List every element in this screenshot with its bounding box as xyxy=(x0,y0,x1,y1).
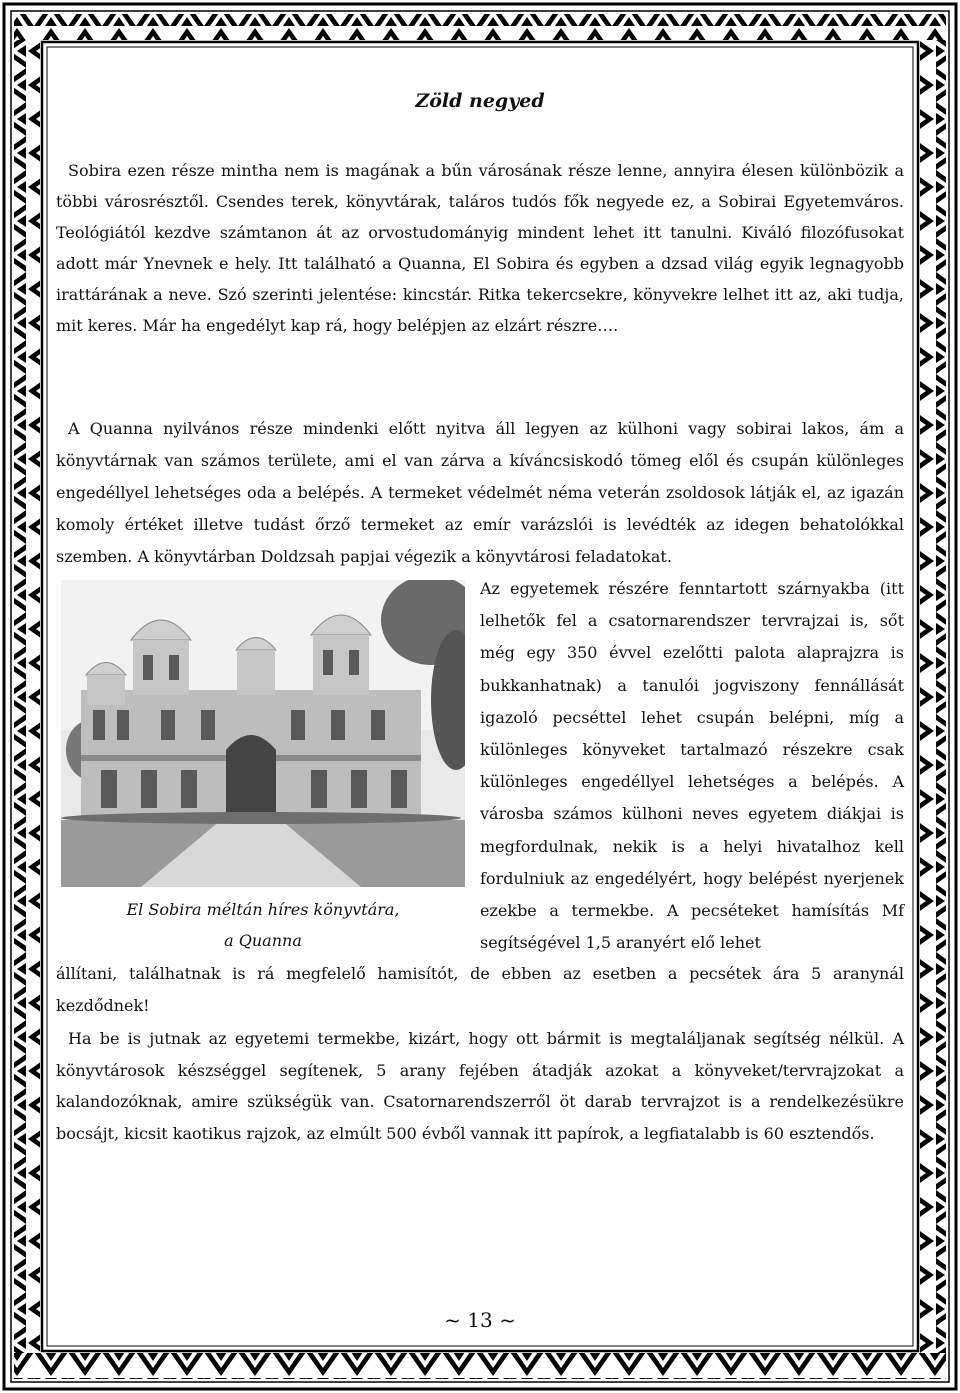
page-title: Zöld negyed xyxy=(415,90,545,112)
university-wings-paragraph: Az egyetemek részére fenntartott szárnyakba (itt lelhetők fel a csatornarendszer tervrajzai is, sőt még egy 350 évvel ezelőtti palota alaprajzra is bukkanhatnak) a tanulói jogviszony fennállását igazoló pecséttel lehet csupán belépni, míg a különleges könyveket tartalmazó részekre csak különleges engedéllyel lehetséges a belépés. A városba számos külhoni neves egyetem diákjai is megfordulnak, nekik is a helyi hivatalhoz kell fordulniuk az engedélyért, hogy belépést nyerjenek ezekbe a termekbe. A pecséteket hamísítás Mf segítségével 1,5 aranyért elő lehet xyxy=(480,579,904,953)
photo-caption-line2: a Quanna xyxy=(224,931,302,950)
quanna-public-paragraph xyxy=(56,413,904,573)
intro-paragraph-text: Sobira ezen része mintha nem is magának a bűn városának része lenne, annyira élesen különbözik a többi városrésztől. Csendes terek, könyvtárak, taláros tudós fők negyede ez, a Sobirai Egyetemváros. Teológiától kezdve számtanon át az orvostudományig mindent lehet itt tanulni. Kiváló filozófusokat adott már Ynevnek e hely. Itt található a Quanna, El Sobira és egyben a dzsad világ egyik legnagyobb irattárának a neve. Szó szerinti jelentése: kincstár. Ritka tekercsekre, könyvekre lelhet itt az, aki tudja, mit keres. Már ha engedélyt kap rá, hogy belépjen az elzárt részre…. xyxy=(56,161,904,335)
page-number: ~ 13 ~ xyxy=(444,1308,516,1332)
intro-paragraph xyxy=(56,155,904,341)
quanna-public-paragraph-text: A Quanna nyilvános része mindenki előtt nyitva áll legyen az külhoni vagy sobirai lakos, ám a könyvtárnak van számos területe, ami el van zárva a kíváncsiskodó tömeg elől és csupán különleges engedéllyel lehetséges oda a belépés. A termeket védelmét néma veterán zsoldosok látják el, az igazán komoly értéket illetve tudást őrző termeket az emír varázslói is levédték az idegen behatolókkal szemben. A könyvtárban Doldzsah papjai végezik a könyvtárosi feladatokat. xyxy=(56,419,904,566)
photo-caption-line1: El Sobira méltán híres könyvtára, xyxy=(126,900,400,919)
forgery-paragraph: állítani, találhatnak is rá megfelelő hamisítót, de ebben az esetben a pecsétek ára 5 aranynál kezdődnek! xyxy=(56,964,904,1015)
librarians-paragraph xyxy=(56,1023,904,1149)
library-photo xyxy=(61,580,465,887)
librarians-paragraph-text: Ha be is jutnak az egyetemi termekbe, kizárt, hogy ott bármit is megtaláljanak segítség nélkül. A könyvtárosok készséggel segítenek, 5 arany fejében átadják azokat a könyveket/tervrajzokat a kalandozóknak, amire szükségük van. Csatornarendszerről öt darab tervrajzot is a rendelkezésükre bocsájt, kicsit kaotikus rajzok, az elmúlt 500 évből vannak itt papírok, a legfiatalabb is 60 esztendős. xyxy=(56,1029,904,1143)
